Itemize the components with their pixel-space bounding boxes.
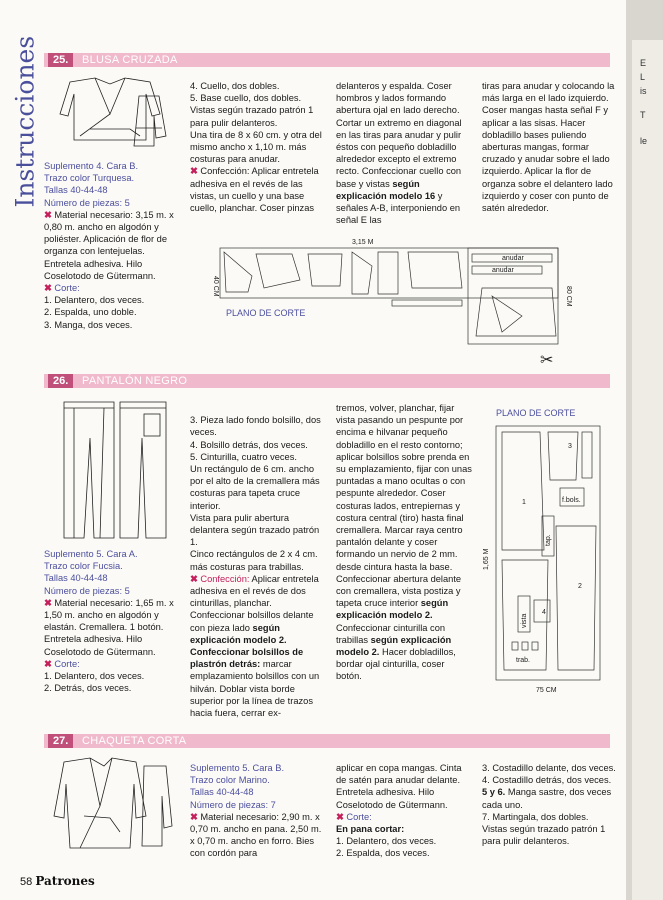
cut-item: 2. Espalda, dos veces. xyxy=(336,848,430,859)
next-page-letter: le xyxy=(640,136,648,146)
pieces-count: Número de piezas: 5 xyxy=(44,585,130,596)
jacket-sketch xyxy=(50,756,174,856)
cut-item: 2. Detrás, dos veces. xyxy=(44,683,132,694)
s26-col3: tremos, volver, planchar, fijar vista pasando un pespunte por encima e hilvanar pequeño dobladillo en el resto contorno; aplicar bolsillos sobre prenda en su emplazamiento, fijar con unas puntadas a mano ocultas o con pespunte alrededor. Coser costuras lados, entrepiernas y costura central (tiro) hasta final cremallera. Marcar raya centro pantalón delante y coser formando un nervio de 2 mm. desde cintura hasta la base. Confeccionar abertura delante con cremallera, vista postiza y tapeta cruce interior según explicación modelo 2. Confeccionar cinturilla con trabillas según explicación modelo 2. Hacer dobladillos, bordar ojal cinturilla, coser botón. xyxy=(336,403,472,682)
note: Vistas según trazado patrón 1 para pulir delanteros. xyxy=(190,105,314,128)
cut-heading: ✖ Corte: xyxy=(44,658,80,669)
blouse-sketch xyxy=(50,74,170,154)
section-number: 26. xyxy=(48,374,73,388)
cut-item: 4. Costadillo detrás, dos veces. xyxy=(482,775,612,786)
magazine-logo: Patrones xyxy=(35,874,95,888)
cut-item: 7. Martingala, dos dobles. xyxy=(482,811,589,822)
s26-col1 xyxy=(44,548,178,694)
section-25-header xyxy=(44,53,610,67)
sizes: Tallas 40-44-48 xyxy=(190,787,254,798)
s25-plano-label: PLANO DE CORTE xyxy=(226,308,306,318)
s25-col1 xyxy=(44,160,178,331)
label-trab: trab. xyxy=(516,657,531,664)
s25-cutting-plan xyxy=(212,236,582,348)
note: Vistas según trazado patrón 1 para pulir delanteros. xyxy=(482,824,606,847)
next-page-letter: T xyxy=(640,110,646,120)
s27-col1 xyxy=(190,762,324,860)
label-vista: vista xyxy=(521,613,528,628)
supplement: Suplemento 5. Cara B. xyxy=(190,763,285,773)
page-number: 58 xyxy=(20,876,33,888)
section-number: 27. xyxy=(48,734,73,748)
trace-color: Trazo color Marino. xyxy=(190,775,270,786)
cut-item: 1. Delantero, dos veces. xyxy=(44,295,145,306)
cut-heading: ✖ Corte: xyxy=(44,283,80,294)
label-anudar: anudar xyxy=(502,255,524,262)
s26-plano-label: PLANO DE CORTE xyxy=(496,408,576,418)
label-anudar: anudar xyxy=(492,267,514,274)
cut-item: 1. Delantero, dos veces. xyxy=(336,836,437,847)
cut-item: 4. Cuello, dos dobles. xyxy=(190,81,280,91)
piece-label: 4 xyxy=(542,609,546,616)
materials: ✖ Material necesario: 1,65 m. x 1,50 m. ancho en algodón y elastán. Cremallera. 1 botón. Entretela adhesiva. Hilo Coselotodo de Gütermann. xyxy=(44,597,174,657)
confection: ✖ Confección: Aplicar entretela adhesiva en el revés de las vistas, un cuello y una base cuello, planchar. Coser pinzas xyxy=(190,166,319,214)
trace-color: Trazo color Fucsia. xyxy=(44,561,123,572)
next-page-letter: L xyxy=(640,72,646,82)
cut-subheading: En pana cortar: xyxy=(336,824,405,835)
dim-left: 40 CM xyxy=(212,276,219,297)
cut-item: 3. Manga, dos veces. xyxy=(44,319,133,330)
section-27-header xyxy=(44,734,610,748)
s27-col3 xyxy=(482,762,616,847)
s26-cutting-plan xyxy=(478,420,618,700)
cut-item: 1. Delantero, dos veces. xyxy=(44,671,145,682)
s25-col3: delanteros y espalda. Coser hombros y lados formando abertura ojal en lado derecho. Cortar un extremo en diagonal en las tiras para anudar y pulir éstos con pequeño dobladillo alrededor excepto el extremo recto. Confeccionar cuello con base y vistas según explicación modelo 16 y señales A-B, interponiendo en señal E las xyxy=(336,81,462,226)
label-tap: tap. xyxy=(545,534,552,546)
dim-top: 3,15 M xyxy=(352,239,374,246)
s25-col2 xyxy=(190,80,324,214)
materials: ✖ Material necesario: 2,90 m. x 0,70 m. ancho en pana. 2,50 m. x 0,70 m. ancho en forro. Bies con cordón para xyxy=(190,811,322,859)
cut-heading: ✖ Corte: xyxy=(336,811,372,822)
section-title: CHAQUETA CORTA xyxy=(82,735,187,747)
supplement: Suplemento 5. Cara A. xyxy=(44,549,138,559)
s25-col4: tiras para anudar y colocando la más larga en el lado izquierdo. Coser mangas hasta señal F y aplicar a las sisas. Hacer dobladillo bases puliendo aberturas mangas, formar cruzado y anudar sobre el lado izquierdo. Aplicar la flor de organza sobre el delantero lado izquierdo y coser con punto de satén alrededor. xyxy=(482,81,615,214)
next-page-sheet xyxy=(632,40,663,900)
dim-right: 80 CM xyxy=(565,286,572,307)
cut-item: 5. Base cuello, dos dobles. xyxy=(190,93,302,104)
piece-label: 3 xyxy=(568,443,572,450)
piece-label: 1 xyxy=(522,499,526,506)
vertical-title-text: Instrucciones xyxy=(10,35,40,208)
label-fbols: f.bols. xyxy=(562,497,581,504)
section-title: BLUSA CRUZADA xyxy=(82,54,178,66)
pieces-count: Número de piezas: 7 xyxy=(190,799,276,810)
materials: ✖ Material necesario: 3,15 m. x 0,80 m. ancho en algodón y poliéster. Aplicación de flor de organza con lentejuelas. Entretela adhesiva. Hilo Coselotodo de Gütermann. xyxy=(44,209,174,281)
next-page-edge xyxy=(626,0,663,900)
scissors-icon: ✂ xyxy=(540,352,554,369)
supplement: Suplemento 4. Cara B. xyxy=(44,161,139,171)
section-26-header xyxy=(44,374,610,388)
cut-item: 3. Costadillo delante, dos veces. xyxy=(482,763,616,773)
cut-item: 5 y 6. Manga sastre, dos veces cada uno. xyxy=(482,787,612,810)
dim-left: 1,65 M xyxy=(483,548,490,570)
piece-label: 2 xyxy=(578,583,582,590)
sizes: Tallas 40-44-48 xyxy=(44,573,108,584)
section-vertical-title xyxy=(4,35,44,210)
trousers-sketch xyxy=(60,398,170,544)
section-number: 25. xyxy=(48,53,73,67)
next-page-letter: E xyxy=(640,58,647,68)
page-footer xyxy=(20,874,95,888)
trace-color: Trazo color Turquesa. xyxy=(44,173,135,184)
s27-col2 xyxy=(336,762,472,860)
section-title: PANTALÓN NEGRO xyxy=(82,375,188,387)
next-page-letter: is xyxy=(640,86,647,96)
note: Una tira de 8 x 60 cm. y otra del mismo ancho x 1,10 m. más costuras para anudar. xyxy=(190,129,322,165)
pieces-count: Número de piezas: 5 xyxy=(44,197,130,208)
s26-col2: 3. Pieza lado fondo bolsillo, dos veces. 4. Bolsillo detrás, dos veces. 5. Cinturilla, cuatro veces. Un rectángulo de 6 cm. ancho por el alto de la cremallera más costuras para tapeta cruce interior. Vista para pulir abertura delantera según trazado patrón 1. Cinco rectángulos de 2 x 4 cm. más costuras para trabillas. ✖ Confección: Aplicar entretela adhesiva en el revés de dos cinturillas, planchar. Confeccionar bolsillos delante con pieza lado según explicación modelo 2. Confeccionar bolsillos de plastrón detrás: marcar emplazamiento bolsillos con un hilván. Doblar vista borde superior por la línea de trazos hacia fuera, cerrar ex- xyxy=(190,415,321,719)
dim-bottom: 75 CM xyxy=(536,687,557,694)
cut-item: 2. Espalda, uno doble. xyxy=(44,307,137,318)
materials-cont: aplicar en copa mangas. Cinta de satén para anudar delante. Entretela adhesiva. Hilo Coselotodo de Gütermann. xyxy=(336,763,462,810)
sizes: Tallas 40-44-48 xyxy=(44,185,108,196)
